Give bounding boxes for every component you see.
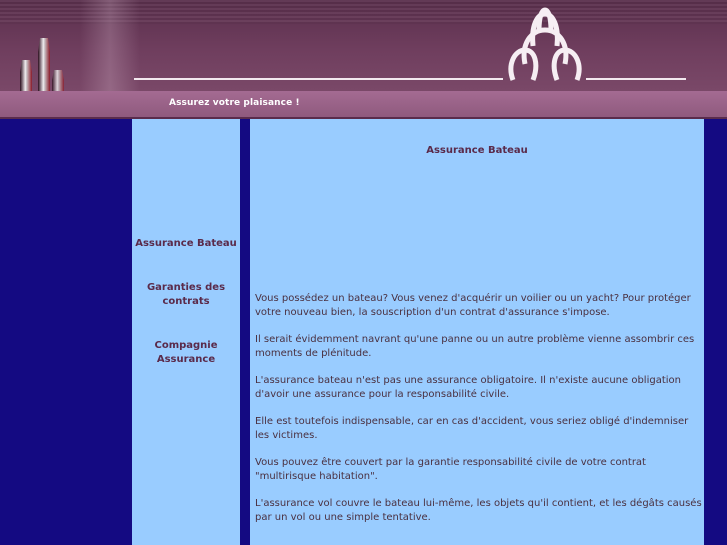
sidebar-item-garanties[interactable]: Garanties des contrats xyxy=(146,282,226,307)
tagline-bar xyxy=(0,91,727,119)
shell-logo-icon xyxy=(505,6,585,84)
header-rule-left xyxy=(134,78,503,80)
paragraph-multirisque: Vous pouvez être couvert par la garantie responsabilité civile de votre contrat "multirisque habitation". xyxy=(255,457,646,482)
right-margin xyxy=(704,119,727,545)
paragraph-intro: Vous possédez un bateau? Vous venez d'acquérir un voilier ou un yacht? Pour protéger votre nouveau bien, la souscription d'un contrat d'assurance s'impose. xyxy=(255,293,691,318)
column-divider xyxy=(240,119,250,545)
sidebar-nav xyxy=(132,119,240,545)
tagline: Assurez votre plaisance ! xyxy=(169,98,300,108)
sidebar-item-assurance-bateau[interactable]: Assurance Bateau xyxy=(135,238,237,249)
left-margin xyxy=(0,119,132,545)
page-title: Assurance Bateau xyxy=(426,145,528,156)
site-header xyxy=(0,0,727,91)
paragraph-indispensable: Elle est toutefois indispensable, car en cas d'accident, vous seriez obligé d'indemniser les victimes. xyxy=(255,416,689,441)
main-content xyxy=(250,119,704,545)
paragraph-vol: L'assurance vol couvre le bateau lui-même, les objets qu'il contient, et les dégâts causés par un vol ou une simple tentative. xyxy=(255,498,702,523)
header-rule-right xyxy=(586,78,686,80)
sidebar-item-compagnie[interactable]: Compagnie Assurance xyxy=(154,340,218,365)
paragraph-panne: Il serait évidemment navrant qu'une panne ou un autre problème vienne assombrir ces moments de plénitude. xyxy=(255,334,695,359)
paragraph-obligation: L'assurance bateau n'est pas une assurance obligatoire. Il n'existe aucune obligation d'avoir une assurance pour la responsabilité civile. xyxy=(255,375,681,400)
header-glow xyxy=(80,0,140,91)
